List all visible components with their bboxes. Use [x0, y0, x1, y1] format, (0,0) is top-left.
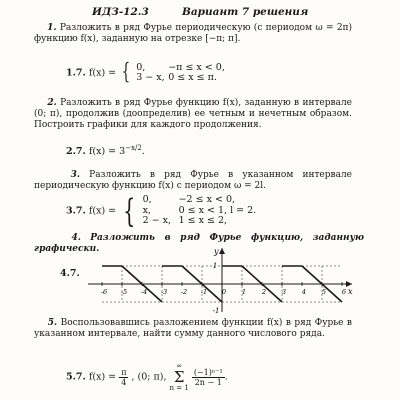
task5-formula: 5.7. f(x) = $\frac{\pi}{4}$ , (0; π), ∞ Σ n = 1 $\frac{\text{(−1)ⁿ⁻¹}}{2n - 1}$ .: [66, 362, 228, 392]
task5-sum: ∞ Σ n = 1: [169, 362, 189, 392]
task3-label: 3.7.: [66, 205, 86, 217]
task5-fraction: $\frac{\pi}{4}$: [121, 367, 127, 387]
task1-lhs: f(x) =: [88, 67, 117, 79]
task3-case-row: x, 0 ≤ x < 1, l = 2.: [142, 204, 257, 216]
task5-interval: , (0; π),: [131, 371, 167, 383]
task3-text: [34, 170, 352, 192]
x-tick-label: -6: [100, 288, 108, 296]
task2-label: 2.7.: [66, 146, 86, 158]
task4-statement: Разложить в ряд Фурье функцию, заданную графически.: [34, 233, 364, 254]
task1-case-row: 0, −π ≤ x < 0,: [136, 61, 225, 73]
x-tick-label: -5: [120, 288, 128, 296]
x-tick-label: -3: [160, 288, 168, 296]
task2-statement: Разложить в ряд Фурье функцию f(x), заданную в интервале (0; π), продолжив (доопределив) ее четным и нечетным образом. Построить графики для каждого продолжения.: [34, 98, 352, 130]
task1-number: 1.: [47, 23, 57, 33]
x-tick-label: 6: [341, 288, 347, 296]
task3-formula: [66, 192, 257, 230]
x-tick-label: 4: [301, 288, 307, 296]
x-tick-label: 0: [221, 288, 227, 296]
x-tick-label: 3: [281, 288, 287, 296]
task5-statement: Воспользовавшись разложением функции f(x) в ряд Фурье в указанном интервале, найти сумму данного числового ряда.: [34, 318, 352, 339]
task5-text: [34, 318, 352, 340]
variant-title: Вариант 7 решения: [182, 6, 309, 18]
task1-formula: [66, 62, 225, 84]
x-tick-label: -4: [140, 288, 148, 296]
task4-label: 4.7.: [60, 268, 80, 279]
task2-number: 2.: [47, 98, 57, 108]
task5-label: 5.7.: [66, 371, 86, 383]
task3-brace: {: [123, 192, 136, 230]
task1-text: [34, 23, 352, 45]
task4-graph: [84, 244, 360, 316]
task3-case-row: 2 − x, 1 ≤ x ≤ 2,: [142, 215, 228, 227]
task3-cases: [143, 195, 257, 227]
task4-number: 4.: [71, 233, 81, 243]
task5-term: $\frac{\text{(−1)ⁿ⁻¹}}{2n - 1}$: [193, 367, 223, 387]
y-tick-label: -1: [212, 307, 220, 315]
task1-statement: Разложить в ряд Фурье периодическую (с периодом ω = 2π) функцию f(x), заданную на отрезке [−π; π].: [34, 23, 352, 44]
task4-label-wrap: [60, 268, 80, 279]
task3-number: 3.: [70, 170, 80, 180]
task1-brace: {: [121, 60, 131, 85]
x-tick-label: -1: [200, 288, 208, 296]
x-tick-label: 2: [261, 288, 267, 296]
x-axis-label: x: [348, 287, 353, 296]
task2-formula: 2.7. $f(x) = 3^{-x/2}$.: [66, 144, 145, 158]
task3-lhs: f(x) =: [88, 205, 117, 217]
task5-number: 5.: [47, 318, 58, 328]
task1-cases: [136, 63, 225, 84]
task3-statement: Разложить в ряд Фурье в указанном интервале периодическую функцию f(x) с периодом ω = 2l.: [34, 170, 352, 191]
y-tick-label: 1: [212, 262, 218, 270]
x-tick-label: 5: [321, 288, 327, 296]
task5-lhs: f(x) =: [88, 371, 117, 383]
x-tick-label: -2: [180, 288, 188, 296]
task1-case-row: 3 − x, 0 ≤ x ≤ π.: [136, 72, 217, 83]
assignment-code: ИДЗ-12.3: [92, 6, 149, 18]
y-axis-label: y: [214, 247, 219, 256]
task2-exponent: −x/2: [125, 144, 142, 152]
x-tick-label: 1: [241, 288, 247, 296]
task3-case-row: 0, −2 ≤ x < 0,: [142, 194, 236, 206]
task2-text: [34, 98, 352, 131]
task2-expr: f(x) = 3: [88, 146, 126, 158]
task1-label: 1.7.: [66, 67, 86, 79]
y-axis-arrow: [219, 248, 225, 254]
